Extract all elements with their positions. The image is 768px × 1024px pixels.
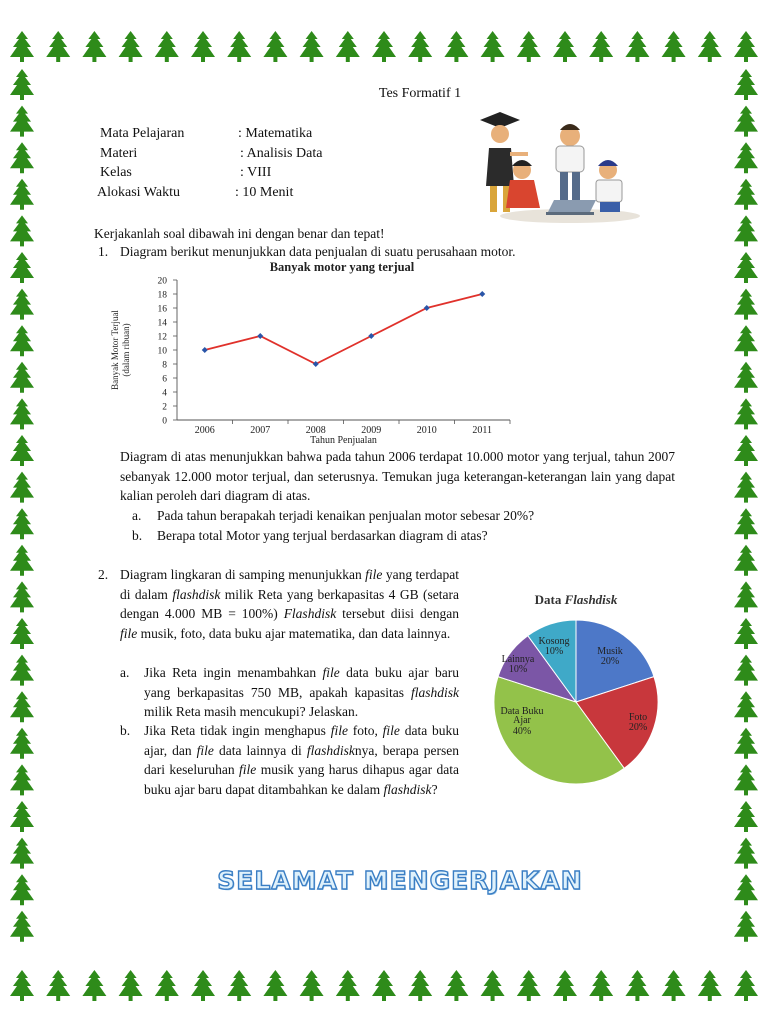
instruction: Kerjakanlah soal dibawah ini dengan benar dan tepat! (94, 226, 385, 241)
slice-label: Musik (597, 646, 623, 657)
tree-icon (662, 31, 686, 62)
tree-icon (227, 31, 251, 62)
tree-icon (10, 325, 34, 356)
tree-icon (734, 691, 758, 722)
tree-icon (734, 435, 758, 466)
info-value: : VIII (240, 165, 272, 180)
slice-percent: 40% (512, 726, 532, 737)
x-tick-label: 2010 (416, 425, 437, 436)
tree-icon (10, 106, 34, 137)
tree-icon (10, 215, 34, 246)
tree-icon (10, 142, 34, 173)
tree-icon (155, 970, 179, 1001)
question-number: 1. (98, 244, 109, 259)
sub-text: Pada tahun berapakah terjadi kenaikan penjualan motor sebesar 20%? (157, 508, 535, 523)
tree-icon (734, 970, 758, 1001)
data-point (424, 305, 430, 311)
tree-icon (10, 581, 34, 612)
tree-icon (734, 911, 758, 942)
tree-icon (734, 325, 758, 356)
tree-icon (734, 728, 758, 759)
tree-icon (734, 508, 758, 539)
slice-label: Lainnya (501, 654, 535, 665)
tree-icon (10, 691, 34, 722)
tree-icon (10, 655, 34, 686)
tree-icon (734, 179, 758, 210)
slice-label: Foto (628, 712, 648, 723)
tree-icon (119, 31, 143, 62)
y-tick-label: 0 (162, 416, 167, 427)
tree-icon (734, 801, 758, 832)
tree-icon (372, 970, 396, 1001)
tree-icon (191, 31, 215, 62)
slice-percent: 10% (508, 664, 528, 675)
tree-icon (734, 142, 758, 173)
tree-icon (444, 31, 468, 62)
y-tick-label: 18 (157, 290, 167, 301)
tree-icon (10, 838, 34, 869)
tree-icon (191, 970, 215, 1001)
sub-label: a. (132, 508, 142, 523)
q1-intro: Diagram berikut menunjukkan data penjualan di suatu perusahaan motor. (120, 244, 516, 259)
tree-icon (734, 31, 758, 62)
tree-icon (444, 970, 468, 1001)
slice-label: Data Buku (500, 706, 544, 717)
data-point (257, 333, 263, 339)
x-tick-label: 2011 (472, 425, 493, 436)
tree-icon (10, 179, 34, 210)
tree-icon (734, 764, 758, 795)
tree-icon (10, 508, 34, 539)
tree-icon (263, 31, 287, 62)
pie-title (535, 592, 618, 607)
info-label: Mata Pelajaran (100, 126, 185, 141)
line-series (205, 294, 483, 364)
tree-icon (734, 838, 758, 869)
q1-sub-b (132, 526, 672, 546)
tree-icon (625, 970, 649, 1001)
tree-icon (734, 472, 758, 503)
tree-icon (336, 970, 360, 1001)
data-point (479, 291, 485, 297)
tree-icon (10, 362, 34, 393)
students-illustration (470, 108, 650, 226)
y-axis-label-units: (dalam ribuan) (121, 323, 131, 377)
y-tick-label: 8 (162, 360, 167, 371)
tree-icon (46, 31, 70, 62)
tree-icon (408, 970, 432, 1001)
tree-icon (734, 215, 758, 246)
y-tick-label: 16 (157, 304, 167, 315)
laptop-icon (546, 200, 596, 215)
x-tick-label: 2008 (305, 425, 326, 436)
tree-icon (408, 31, 432, 62)
info-label: Kelas (100, 165, 132, 180)
tree-icon (517, 31, 541, 62)
info-label: Alokasi Waktu (97, 184, 180, 200)
y-tick-label: 2 (162, 402, 167, 413)
info-value: : Analisis Data (240, 145, 323, 161)
slice-percent: 20% (600, 656, 620, 667)
tree-icon (734, 398, 758, 429)
tree-icon (734, 106, 758, 137)
slice-label: Kosong (538, 636, 570, 647)
tree-icon (10, 874, 34, 905)
chart-title: Banyak motor yang terjual (269, 260, 415, 274)
tree-icon (46, 970, 70, 1001)
pie-chart (480, 582, 680, 794)
tree-icon (10, 618, 34, 649)
tree-icon (336, 31, 360, 62)
tree-icon (734, 252, 758, 283)
tree-icon (82, 970, 106, 1001)
data-point (368, 333, 374, 339)
tree-icon (119, 970, 143, 1001)
tree-icon (481, 31, 505, 62)
tree-icon (734, 581, 758, 612)
y-tick-label: 12 (157, 332, 167, 343)
tree-icon (589, 970, 613, 1001)
tree-icon (734, 362, 758, 393)
subject-info (97, 124, 377, 204)
slice-label-line2: Ajar (513, 715, 531, 726)
tree-icon (10, 545, 34, 576)
line-chart (100, 258, 520, 448)
sub-label: a. (120, 665, 130, 680)
y-axis-label: Banyak Motor Terjual (110, 310, 120, 390)
tree-icon (10, 398, 34, 429)
x-axis-label: Tahun Penjualan (310, 435, 377, 446)
tree-icon (662, 970, 686, 1001)
y-tick-label: 6 (162, 374, 167, 385)
tree-icon (553, 31, 577, 62)
q1-body: Diagram di atas menunjukkan bahwa pada tahun 2006 terdapat 10.000 motor yang terjual, tahun 2007 sebanyak 12.000 motor terjual, dan seterusnya. Temukan juga keterangan-keterangan lain yang dapat kalian peroleh dari diagram di atas. (120, 449, 675, 504)
tree-icon (734, 618, 758, 649)
q2-body: Diagram lingkaran di samping menunjukkan file yang terdapat di dalam flashdisk milik Reta yang berkapasitas 4 GB (setara dengan 4.000 MB = 100%) Flashdisk tersebut diisi dengan file musik, foto, data buku ajar matematika, dan data lainnya. (120, 567, 460, 641)
tree-icon (625, 31, 649, 62)
tree-icon (10, 31, 34, 62)
info-label: Materi (100, 145, 138, 161)
tree-icon (10, 970, 34, 1001)
y-tick-label: 20 (157, 276, 167, 287)
tree-icon (481, 970, 505, 1001)
sub-label: b. (120, 723, 131, 738)
tree-icon (734, 289, 758, 320)
x-tick-label: 2006 (194, 425, 215, 436)
q1-sub-a (132, 506, 672, 526)
info-value: : 10 Menit (235, 184, 294, 200)
slice-percent: 10% (544, 646, 564, 657)
tree-icon (300, 970, 324, 1001)
tree-icon (300, 31, 324, 62)
tree-icon (589, 31, 613, 62)
tree-icon (10, 911, 34, 942)
sub-label: b. (132, 528, 143, 543)
question-number: 2. (98, 567, 109, 582)
y-tick-label: 10 (157, 346, 167, 357)
tree-icon (227, 970, 251, 1001)
slice-percent: 20% (628, 722, 648, 733)
x-tick-label: 2007 (250, 425, 271, 436)
q2-sub-b: Jika Reta tidak ingin menghapus file foto, file data buku ajar, dan file data lainnya di flashdisknya, berapa persen dari keseluruhan file musik yang harus dihapus agar data buku ajar baru dapat ditambahkan ke dalam flashdisk? (144, 723, 459, 797)
closing-banner: SELAMAT MENGERJAKAN (217, 866, 583, 895)
tree-icon (10, 252, 34, 283)
tree-icon (734, 655, 758, 686)
tree-icon (372, 31, 396, 62)
tree-icon (10, 289, 34, 320)
tree-icon (155, 31, 179, 62)
q2-sub-a: Jika Reta ingin menambahkan file data buku ajar baru yang berkapasitas 750 MB, apakah kapasitas flashdisk milik Reta masih mencukupi? Jelaskan. (144, 665, 459, 720)
tree-icon (263, 970, 287, 1001)
tree-icon (517, 970, 541, 1001)
tree-icon (10, 472, 34, 503)
pie-title-text: Data (534, 592, 565, 607)
tree-icon (698, 31, 722, 62)
info-value: : Matematika (238, 126, 313, 141)
page-title: Tes Formatif 1 (378, 86, 462, 101)
y-tick-label: 14 (157, 318, 167, 329)
data-point (313, 361, 319, 367)
tree-icon (553, 970, 577, 1001)
tree-icon (10, 764, 34, 795)
tree-icon (10, 435, 34, 466)
tree-icon (698, 970, 722, 1001)
tree-icon (82, 31, 106, 62)
data-point (202, 347, 208, 353)
x-tick-label: 2009 (361, 425, 382, 436)
tree-icon (734, 874, 758, 905)
tree-icon (10, 728, 34, 759)
sub-text: Berapa total Motor yang terjual berdasarkan diagram di atas? (157, 528, 488, 543)
tree-icon (734, 545, 758, 576)
pie-title-italic: Flashdisk (564, 592, 618, 607)
y-tick-label: 4 (162, 388, 167, 399)
tree-icon (10, 801, 34, 832)
